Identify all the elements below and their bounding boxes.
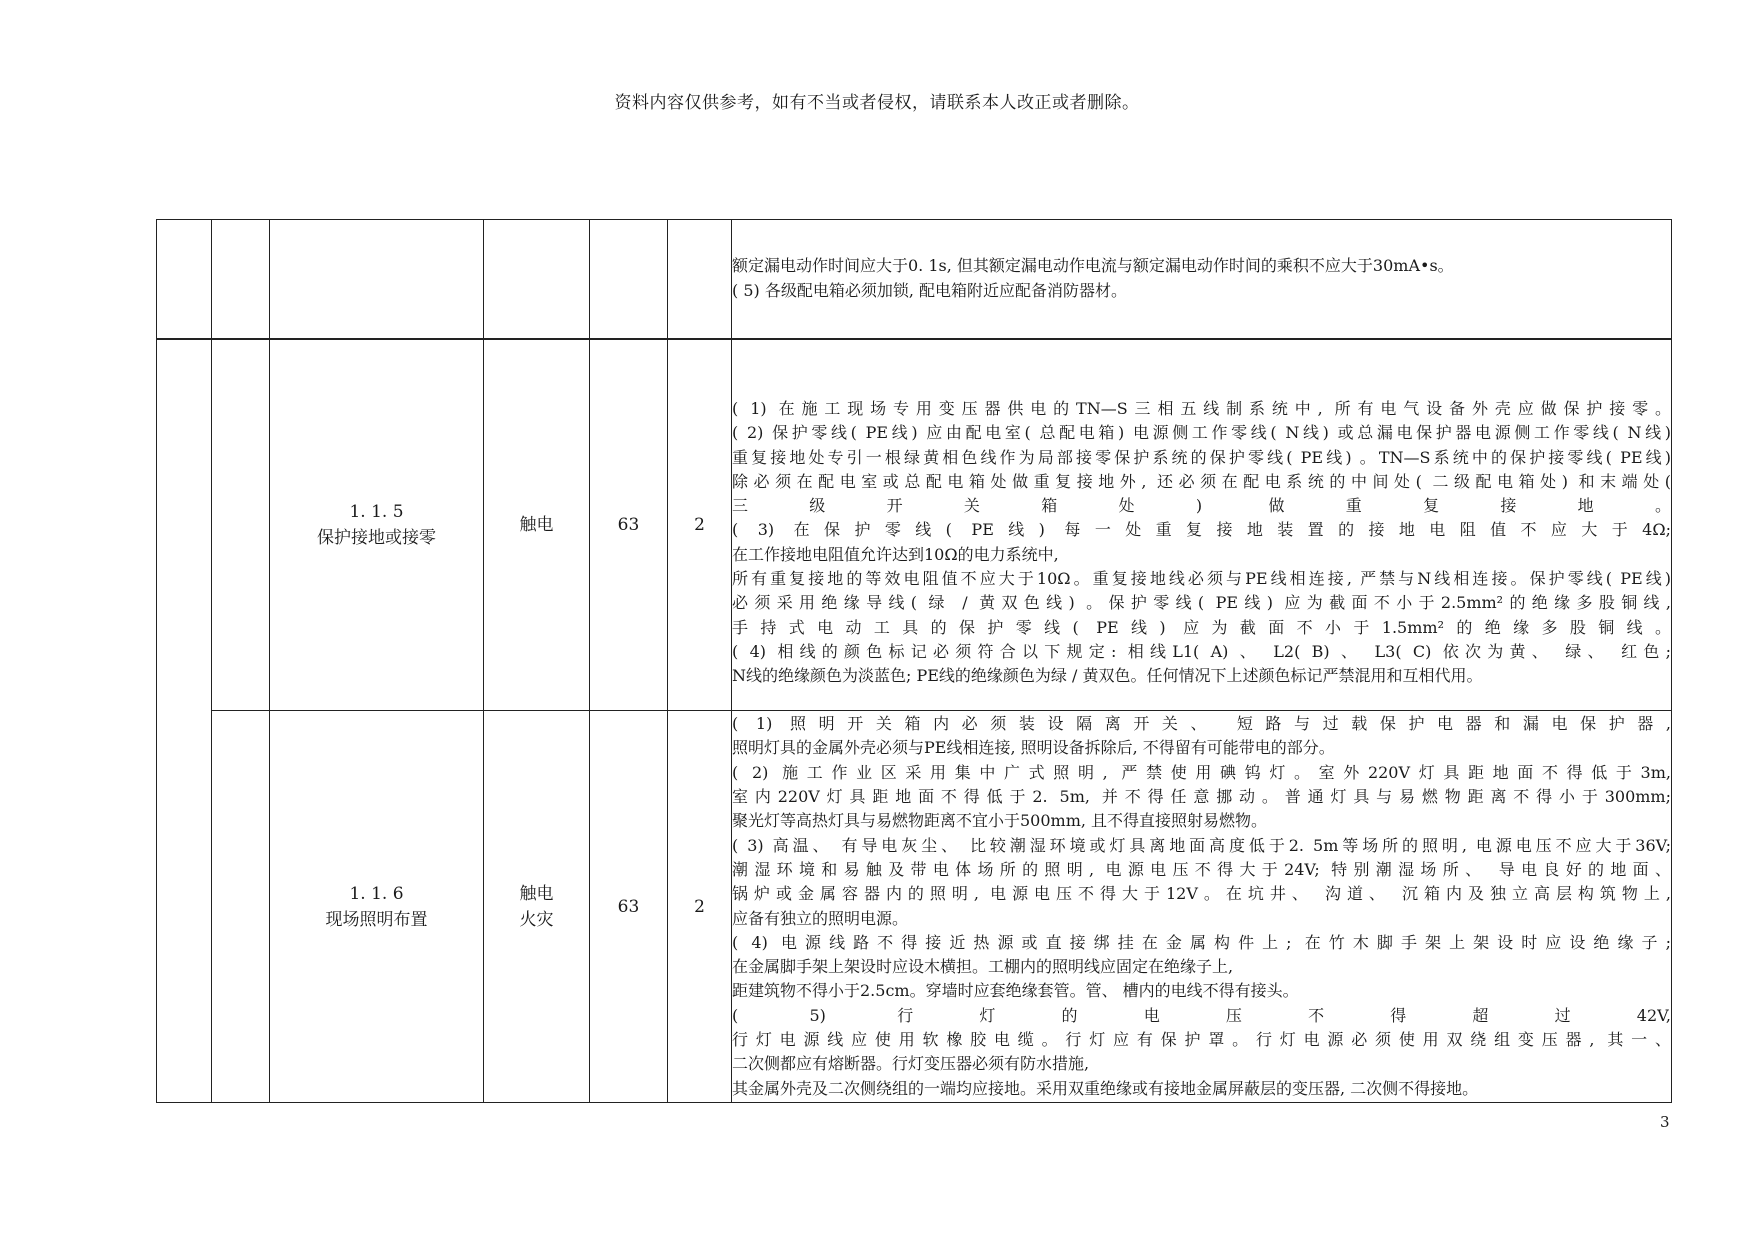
empty-cell xyxy=(157,339,212,1103)
item-code: 1. 1. 6 xyxy=(349,883,404,904)
measure-line: 在工作接地电阻值允许达到10Ω的电力系统中, xyxy=(732,544,1059,564)
measure-line: N线的绝缘颜色为淡蓝色; PE线的绝缘颜色为绿 / 黄双色。任何情况下上述颜色标记严禁混用和互相代用。 xyxy=(732,666,1483,686)
measure-line: 应备有独立的照明电源。 xyxy=(732,908,909,928)
measure-line: ( 1) 照明开关箱内必须装设隔离开关、 短路与过载保护电器和漏电保护器, xyxy=(732,714,1671,734)
empty-cell xyxy=(212,711,270,1103)
measure-line: 三级开关箱处) 做重复接地。 xyxy=(732,496,1671,516)
measure-line: 除必须在配电室或总配电箱处做重复接地外, 还必须在配电系统的中间处( 二级配电箱处) 和末端处( xyxy=(732,471,1671,491)
item-name: 保护接地或接零 xyxy=(317,527,436,548)
measures-cell-1-1-5 xyxy=(732,339,1672,711)
page-number: 3 xyxy=(1660,1113,1670,1131)
measure-line: ( 5) 行灯的电压不得超过42V, xyxy=(732,1005,1671,1025)
measure-line: ( 1) 在施工现场专用变压器供电的TN—S三相五线制系统中, 所有电气设备外壳应做保护接零。 xyxy=(732,398,1671,418)
measure-line: ( 4) 相线的颜色标记必须符合以下规定: 相线L1( A) 、 L2( B) 、 L3( C) 依次为黄、 绿、 红色; xyxy=(732,641,1671,661)
empty-cell xyxy=(212,220,270,339)
hazard-type: 触电 xyxy=(519,514,554,535)
measure-line: 聚光灯等高热灯具与易燃物距离不宜小于500mm, 且不得直接照射易燃物。 xyxy=(732,811,1268,831)
risk-level-cell: 2 xyxy=(668,711,732,1103)
measure-line: ( 4) 电源线路不得接近热源或直接绑挂在金属构件上; 在竹木脚手架上架设时应设绝缘子; xyxy=(732,932,1671,952)
measures-cell-1-1-6 xyxy=(732,711,1672,1103)
table-row-1-1-5 xyxy=(157,339,1672,711)
measures-cell-continued xyxy=(732,220,1672,339)
measure-line: 距建筑物不得小于2.5cm。穿墙时应套绝缘套管。管、 槽内的电线不得有接头。 xyxy=(732,981,1299,1001)
measure-line: ( 5) 各级配电箱必须加锁, 配电箱附近应配备消防器材。 xyxy=(732,280,1128,300)
item-title-cell xyxy=(270,339,484,711)
empty-cell xyxy=(212,339,270,711)
measure-line: ( 3) 高温、 有导电灰尘、 比较潮湿环境或灯具离地面高度低于2. 5m等场所的照明, 电源电压不应大于36V; xyxy=(732,835,1671,855)
measure-line: ( 2) 施工作业区采用集中广式照明, 严禁使用碘钨灯。室外220V灯具距地面不得低于3m, xyxy=(732,762,1671,782)
risk-score-cell: 63 xyxy=(590,711,668,1103)
measure-line: 额定漏电动作时间应大于0. 1s, 但其额定漏电动作电流与额定漏电动作时间的乘积不应大于30mA•s。 xyxy=(732,256,1454,276)
empty-cell xyxy=(590,220,668,339)
measure-line: 手持式电动工具的保护零线( PE线) 应为截面不小于1.5mm²的绝缘多股铜线。 xyxy=(732,617,1671,637)
measure-line: 其金属外壳及二次侧绕组的一端均应接地。采用双重绝缘或有接地金属屏蔽层的变压器, 二次侧不得接地。 xyxy=(732,1078,1479,1098)
table-row-1-1-6 xyxy=(157,711,1672,1103)
item-title-cell xyxy=(270,711,484,1103)
measure-line: 行灯电源线应使用软橡胶电缆。行灯应有保护罩。行灯电源必须使用双绕组变压器, 其一、 xyxy=(732,1029,1671,1049)
risk-score-cell: 63 xyxy=(590,339,668,711)
header-disclaimer: 资料内容仅供参考，如有不当或者侵权，请联系本人改正或者删除。 xyxy=(614,93,1140,113)
hazard-type: 触电 xyxy=(519,883,554,904)
measure-line: 锅炉或金属容器内的照明, 电源电压不得大于12V。在坑井、 沟道、 沉箱内及独立高层构筑物上, xyxy=(732,884,1671,904)
measure-line: 潮湿环境和易触及带电体场所的照明, 电源电压不得大于24V; 特别潮湿场所、 导电良好的地面、 xyxy=(732,859,1671,879)
hazard-cell xyxy=(484,339,590,711)
measure-line: 重复接地处专引一根绿黄相色线作为局部接零保护系统的保护零线( PE线) 。TN—S系统中的保护接零线( PE线) xyxy=(732,447,1671,467)
measure-line: 所有重复接地的等效电阻值不应大于10Ω。重复接地线必须与PE线相连接, 严禁与N线相连接。保护零线( PE线) xyxy=(732,569,1671,589)
item-code: 1. 1. 5 xyxy=(349,501,404,522)
hazard-type: 火灾 xyxy=(519,909,554,930)
empty-cell xyxy=(270,220,484,339)
item-name: 现场照明布置 xyxy=(325,909,428,930)
measure-line: 二次侧都应有熔断器。行灯变压器必须有防水措施, xyxy=(732,1054,1090,1074)
measure-line: ( 2) 保护零线( PE线) 应由配电室( 总配电箱) 电源侧工作零线( N线) 或总漏电保护器电源侧工作零线( N线) xyxy=(732,423,1671,443)
hazard-cell xyxy=(484,711,590,1103)
measure-line: ( 3) 在保护零线( PE线) 每一处重复接地装置的接地电阻值不应大于4Ω; xyxy=(732,520,1671,540)
risk-level-cell: 2 xyxy=(668,339,732,711)
measure-line: 在金属脚手架上架设时应设木横担。工棚内的照明线应固定在绝缘子上, xyxy=(732,957,1234,977)
risk-assessment-table xyxy=(156,219,1672,1103)
measure-line: 室内220V灯具距地面不得低于2. 5m, 并不得任意挪动。普通灯具与易燃物距离不得小于300mm; xyxy=(732,787,1671,807)
measure-line: 照明灯具的金属外壳必须与PE线相连接, 照明设备拆除后, 不得留有可能带电的部分。 xyxy=(732,738,1335,758)
empty-cell xyxy=(484,220,590,339)
empty-cell xyxy=(668,220,732,339)
table-row-continued xyxy=(157,220,1672,339)
measure-line: 必须采用绝缘导线( 绿 / 黄双色线) 。保护零线( PE线) 应为截面不小于2.5mm²的绝缘多股铜线, xyxy=(732,593,1671,613)
empty-cell xyxy=(157,220,212,339)
